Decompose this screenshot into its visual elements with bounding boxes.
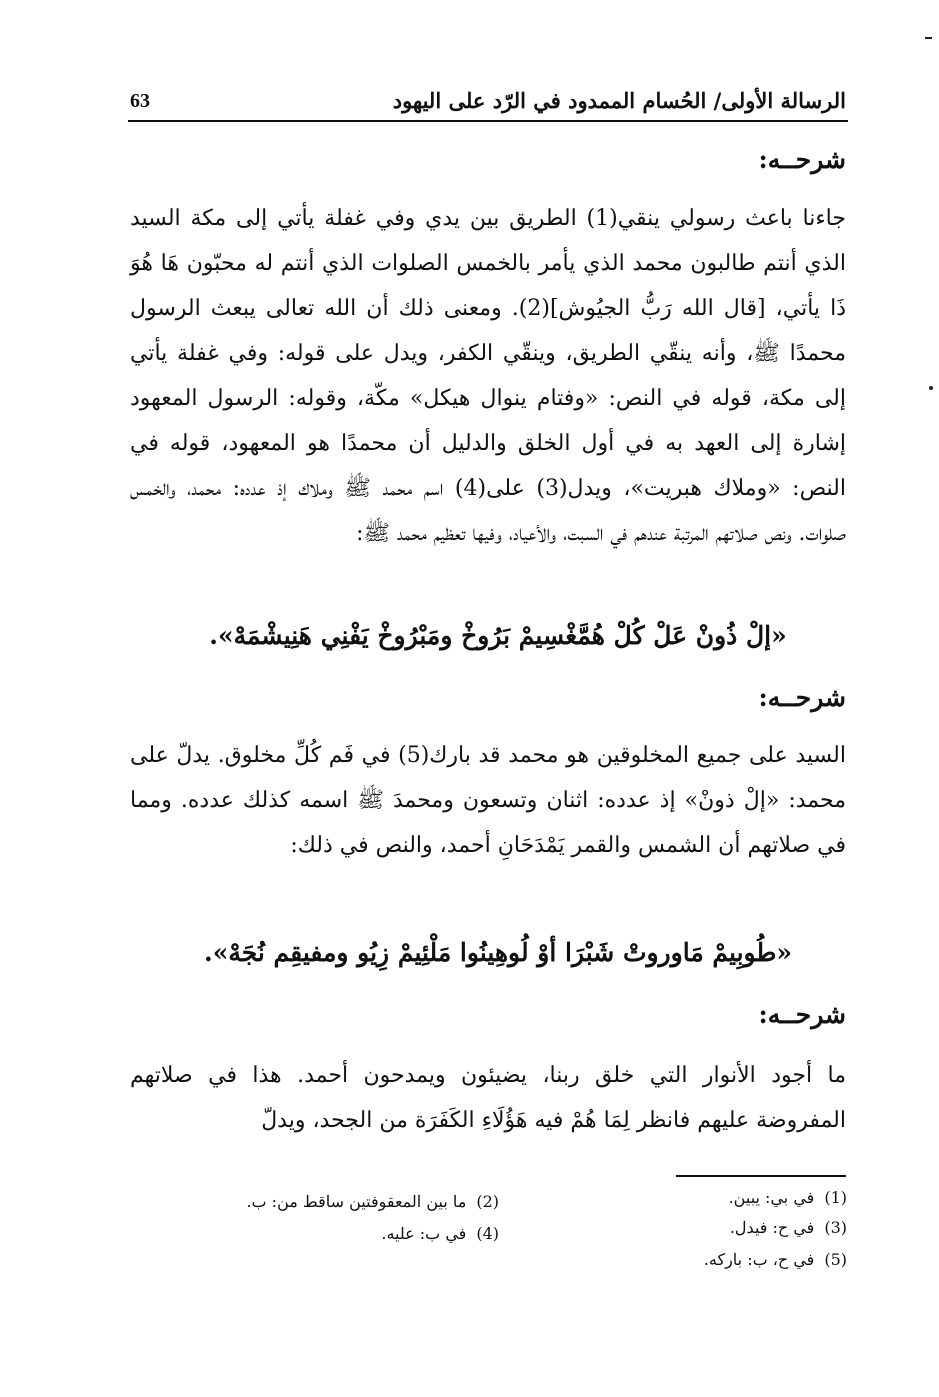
section-heading: شرحــه: [758,1000,846,1029]
footnote [729,1188,847,1207]
footnote-text: في بي: يبين. [728,1188,815,1207]
commentary-paragraph: ما أجود الأنوار التي خلق ربنا، يضيئون ويمدحون أحمد. هذا في صلاتهم المفروضة عليهم فانظر لِمَا هُمْ فيه هَؤُلَاءِ الكَفَرَة من الجحد، ويدلّ [130,1063,846,1133]
commentary-paragraph: جاءنا باعث رسولي ينقي(1) الطريق بين يدي وفي غفلة يأتي إلى مكة السيد الذي أنتم طالبون محمد الذي يأمر بالخمس الصلوات الذي أنتم له محبّون هَا هُوَ ذَا يأتي، [قال الله رَبُّ الجيُوش](2). ومعنى ذلك أن الله تعالى يبعث الرسول محمدًا ﷺ، وأنه ينقّي الطريق، وينقّي الكفر، ويدل على قوله: وفي غفلة يأتي إلى مكة، قوله في النص: «وفتام ينوال هيكل» مكّة، وقوله: الرسول المعهود إشارة إلى العهد به في أول الخلق والدليل أن محمدًا هو المعهود، قوله في النص: «وملاك هبريت»، ويدل(3) على(4) اسم محمد ﷺ وملاك إذ عدده: محمد، والخمس صلوات. ونص صلاتهم المرتبة عندهم في السبت، والأعياد، وفيها تعظيم محمد ﷺ: [130,206,846,546]
running-title: الرسالة الأولى/ الحُسام الممدود في الرّد على اليهود [392,88,846,113]
edge-mark [925,37,932,39]
footnote-number: (2) [476,1192,499,1211]
footnote-number: (5) [824,1250,847,1269]
footnote [381,1224,499,1243]
footnote-number: (4) [476,1224,499,1243]
footnote [246,1192,499,1211]
section-heading: شرحــه: [758,145,846,174]
section-heading: شرحــه: [758,683,846,712]
footnote-number: (3) [824,1218,847,1237]
hebrew-quote: «طُوبِيمْ مَاوروتْ شَبْرَا أوْ لُوهِينُوا مَلْئِيمْ زِيُو ومفيقِم نُجَهْ». [204,938,792,967]
footnote [730,1218,847,1237]
hebrew-quote: «إلْ ذُونْ عَلْ كُلْ هُمَّغْسِيمْ بَرُوخْ ومَبْرُوخْ يَفْنِي هَنِيشْمَهْ». [209,621,787,650]
footnote-number: (1) [824,1188,847,1207]
footnote [704,1250,847,1269]
commentary-paragraph: السيد على جميع المخلوقين هو محمد قد بارك(5) في فَم كُلِّ مخلوق. يدلّ على محمد: «إلْ ذونْ» إذ عدده: اثنان وتسعون ومحمدَ ﷺ اسمه كذلك عدده. ومما في صلاتهم أن الشمس والقمر يَمْدَحَانِ أحمد، والنص في ذلك: [130,743,846,858]
footnote-text: في ح، ب: باركه. [703,1250,815,1269]
footnote-text: ما بين المعقوفتين ساقط من: ب. [246,1192,467,1211]
footnote-text: في ب: عليه. [381,1224,467,1243]
edge-mark [929,386,933,390]
footnote-text: في ح: فيدل. [729,1218,815,1237]
page-header [128,80,848,122]
page-number: 63 [130,90,150,112]
footnote-separator [676,1175,846,1177]
